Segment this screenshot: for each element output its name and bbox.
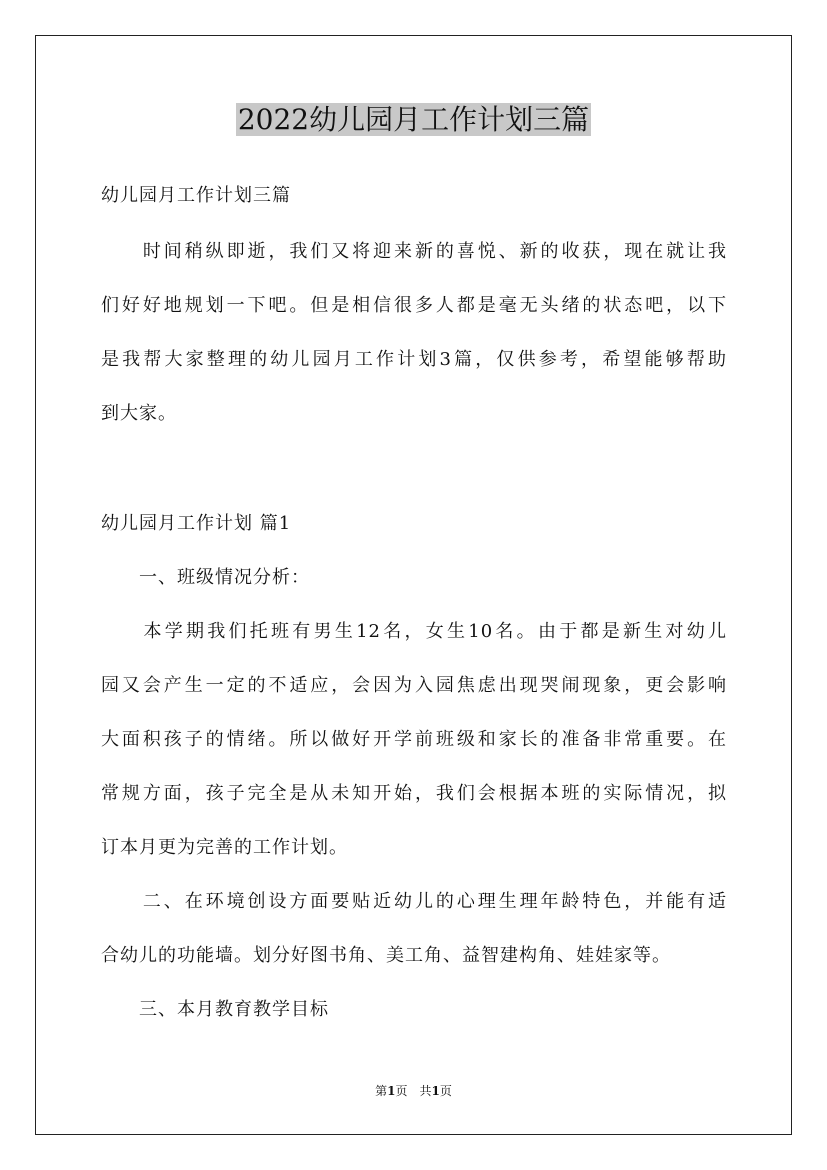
footer-text: 页 共 bbox=[395, 1084, 432, 1098]
paragraph-line: 是我帮大家整理的幼儿园月工作计划3篇，仅供参考，希望能够帮助 bbox=[101, 349, 727, 370]
footer-text: 页 bbox=[439, 1084, 452, 1098]
doc-subtitle: 幼儿园月工作计划三篇 bbox=[101, 185, 291, 206]
footer-page-number: 1 bbox=[387, 1084, 396, 1098]
paragraph-line: 一、班级情况分析： bbox=[101, 567, 310, 588]
paragraph-line: 园又会产生一定的不适应，会因为入园焦虑出现哭闹现象，更会影响 bbox=[101, 675, 727, 696]
page-footer bbox=[0, 1082, 827, 1099]
section-heading: 幼儿园月工作计划 篇1 bbox=[101, 513, 292, 534]
paragraph-line: 二、在环境创设方面要贴近幼儿的心理生理年龄特色，并能有适 bbox=[101, 891, 727, 912]
paragraph-line: 大面积孩子的情绪。所以做好开学前班级和家长的准备非常重要。在 bbox=[101, 729, 727, 750]
paragraph-line: 到大家。 bbox=[101, 403, 177, 424]
document-title bbox=[0, 98, 827, 142]
footer-page-total: 1 bbox=[431, 1084, 440, 1098]
paragraph-line: 本学期我们托班有男生12名，女生10名。由于都是新生对幼儿 bbox=[101, 621, 727, 642]
paragraph-line: 三、本月教育教学目标 bbox=[101, 999, 329, 1020]
paragraph-line: 们好好地规划一下吧。但是相信很多人都是毫无头绪的状态吧，以下 bbox=[101, 295, 727, 316]
paragraph-line: 订本月更为完善的工作计划。 bbox=[101, 837, 348, 858]
paragraph-line: 常规方面，孩子完全是从未知开始，我们会根据本班的实际情况，拟 bbox=[101, 783, 727, 804]
paragraph-line: 时间稍纵即逝，我们又将迎来新的喜悦、新的收获，现在就让我 bbox=[101, 241, 727, 262]
paragraph-line: 合幼儿的功能墙。划分好图书角、美工角、益智建构角、娃娃家等。 bbox=[101, 945, 671, 966]
footer-text: 第 bbox=[375, 1084, 388, 1098]
document-title-text: 2022幼儿园月工作计划三篇 bbox=[237, 103, 590, 136]
